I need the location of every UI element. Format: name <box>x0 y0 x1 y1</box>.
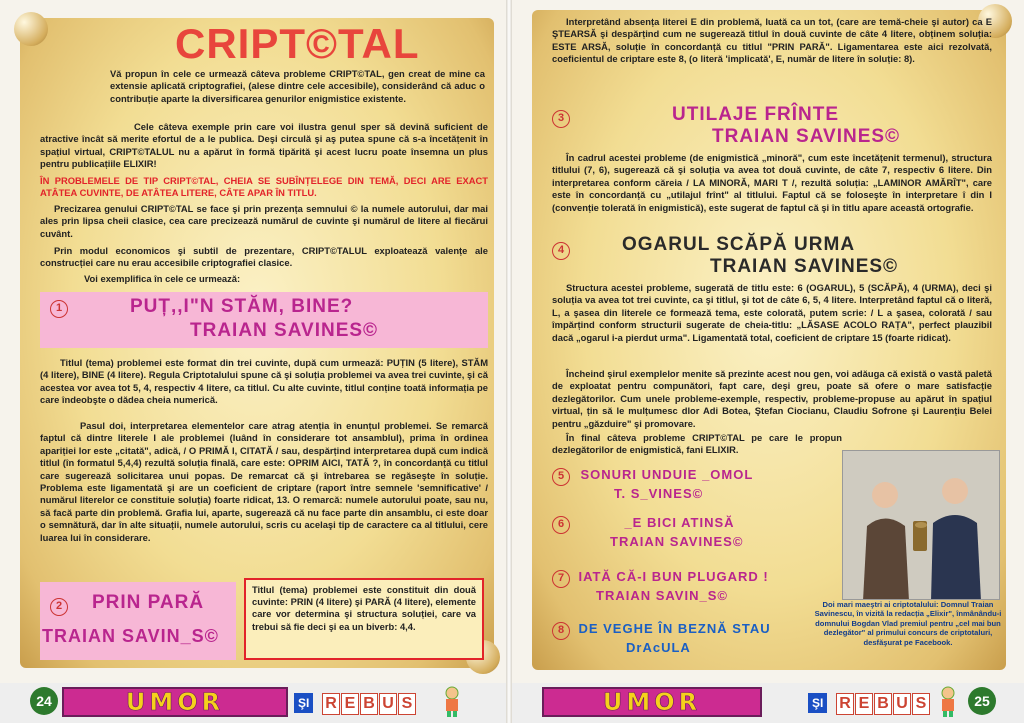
left-page <box>0 0 506 723</box>
intro-paragraph-1: Vă propun în cele ce urmează câteva probleme CRIPT©TAL, gen creat de mine ca extensie aplicată criptografiei, (alese dintre cele accesibile), considerând că aduc o contribuție aparte la diversificarea genurilor enigmistice existente. <box>110 68 485 104</box>
proposal-6-title: _E BICI ATINSĂ <box>624 515 735 530</box>
mascot-icon <box>936 685 960 717</box>
mascot-icon <box>440 685 464 717</box>
page-number: 24 <box>30 687 58 715</box>
problem-4-author: TRAIAN SAVINES© <box>710 256 899 277</box>
problem-4-explanation: Structura acestei probleme, sugerată de titlu este: 6 (OGARUL), 5 (SCĂPĂ), 4 (URMA), deci şi soluția va avea tot trei cuvinte, ca şi titlul, şi tot de câte 6, 5, 4 litere. Interpretând faptul că o literă, L, a şasea din literele ce formează tema, este colorată, putem scrie: / L a şasea, colorată / sau împărțind conform structurii sugerate de cheia-titlu: „LĂSASE ACOLO RAȚA", perfect plauzibil dacă „ogarul i-a pierdut urma". Ligamentată total, coeficient de criptare 15 (foarte ridicat). <box>552 282 992 343</box>
problem-2-title: PRIN PARĂ <box>92 592 205 613</box>
intro-paragraph-3: Precizarea genului CRIPT©TAL se face şi prin prezența semnului © la numele autorului, dar mai ales prin lipsa cheii clasice, cea care precizează numărul de cuvinte şi numărul de litere al fiecărui cuvânt. <box>40 203 488 239</box>
umor-logo: UMOR <box>542 687 762 717</box>
intro-caps-rule: ÎN PROBLEMELE DE TIP CRIPT©TAL, CHEIA SE SUBÎNȚELEGE DIN TEMĂ, DECI ARE EXACT ATÂTEA CUVINTE, DE ATÂTEA LITERE, CÂTE APAR ÎN TITLU. <box>40 175 488 199</box>
proposal-5: 5 SONURI UNDUIE _OMOL T. S_VINES© <box>552 466 812 501</box>
problem-1-explanation: Titlul (tema) problemei este format din trei cuvinte, după cum urmează: PUȚIN (5 litere), STĂM (4 litere), BINE (4 litere). Regula Criptotalului spune că şi soluția problemei va avea trei cuvinte, şi că acestea vor avea tot 5, 4, respectiv 4 litere, ca titlul. Cu alte cuvinte, titlul conține toată informația pe care îndeobşte o dădea cheia numerică. <box>40 357 488 406</box>
problem-2-number: 2 <box>50 596 68 616</box>
problem-1-analysis: Pasul doi, interpretarea elementelor care atrag atenția în enunțul problemei. Se remarcă faptul că dintre literele I ale problemei (luând în considerare tot ansamblul), prima în ordinea apariției lor este „citată", adică, / O PRIMĂ I, CITATĂ / sau, despărțind interpretarea după cum indică titlul (în formatul 5,4,4) rezultă soluția finală, care este: OPRIM AICI, TATĂ ?, în concordanță cu titlul care sugerează solicitarea unui popas. De remarcat că şi întrebarea se regăseşte în soluție. Problema este ligamentată şi are un coeficient de criptare (raport între semnele 'semnificative' / numărul literelor ce constituie soluția) foarte ridicat, 13. O remarcă: numele autorului poate, sau nu, să facă parte din problemă. Grafia lui, aparte, sugerează că nu face parte din ansamblu, ci este doar o semnătură, dar în alte situații, numele autorului, scris cu acelaşi tip de caractere ca al titlului, cere luarea lui în considerare. <box>40 420 488 543</box>
problem-3-explanation: În cadrul acestei probleme (de enigmistică „minoră", cum este încetățenit termenul), structura titlului (7, 6), sugerează că şi soluția va avea tot două cuvinte, de câte 7, respectiv 6 litere. Din interpretarea conform căreia / LA MINORĂ, MARI T /, rezultă soluția: „LAMINOR AMĂRÎT", care este în concordanță cu „utilajul frînt" al titlului. Faptul că se foloseşte în interpretare î din I (convenție tolerată în enigmistică), este sugerat de faptul că şi în titlu apare această ortografie. <box>552 152 992 213</box>
photo-illustration <box>843 451 1000 600</box>
intro-paragraph-4: Prin modul economicos şi subtil de prezentare, CRIPT©TALUL exploatează valențe ale construcției care nu erau accesibile criptografiei clasice. <box>40 245 488 269</box>
proposal-6: 6 _E BICI ATINSĂ TRAIAN SAVINES© <box>552 514 812 549</box>
scroll-curl <box>14 12 48 46</box>
proposal-5-author: T. S_VINES© <box>614 486 704 501</box>
problem-4-number: 4 <box>552 240 570 260</box>
problem-1-author: TRAIAN SAVINES© <box>190 320 379 341</box>
problem-1-number: 1 <box>50 298 68 318</box>
umor-logo: UMOR <box>62 687 288 717</box>
si-label: ŞI <box>808 693 827 713</box>
problem-2-highlight-box: Titlul (tema) problemei este constituit din două cuvinte: PRIN (4 litere) şi PARĂ (4 litere), elemente care vor determina şi structura soluției, care va trebui să fie deci şi ea un biverb: 4,4. <box>244 578 484 660</box>
proposal-7-author: TRAIAN SAVIN_S© <box>596 588 728 603</box>
photo-two-men <box>842 450 1000 600</box>
problem-4-title: OGARUL SCĂPĂ URMA <box>622 234 856 255</box>
problem-3-title: UTILAJE FRÎNTE <box>672 104 840 125</box>
page-title: CRIPT©TAL <box>175 20 420 67</box>
proposal-7: 7 IATĂ CĂ-I BUN PLUGARD ! TRAIAN SAVIN_S© <box>552 568 832 603</box>
photo-caption: Doi mari maeştri ai criptotalului: Domnul Traian Savinescu, în vizită la redacția „Elixir", înmânându-i domnului Bogdan Vlad premiul pentru „cel mai bun dezlegător" al primului concurs de criptotaluri, desfăşurat pe Facebook. <box>814 600 1002 647</box>
intro-paragraph-2: Cele câteva exemple prin care voi ilustra genul sper să devină suficient de atractive încât să merite efortul de a le publica. Deşi circulă şi aş putea spune că s-a încetățenit în spațiul virtual, CRIPT©TALUL nu a apărut în formă tipărită şi acest lucru poate însemna un plus pentru publicațiile ELIXIR! <box>40 121 488 170</box>
proposal-8-author: DrAcULA <box>626 640 691 655</box>
proposal-7-title: IATĂ CĂ-I BUN PLUGARD ! <box>578 569 769 584</box>
closing-paragraph-1: Încheind şirul exemplelor menite să prezinte acest nou gen, voi adăuga că există o vastă paletă de exploatat pentru compunători, fapt care, deşi greu, poate să ofere o mare satisfacție dezlegătorilor. Cum unele probleme-exemple, respectiv, probleme-propuse au apărut în spațiul virtual, țin să le mulțumesc dlor Adi Botea, Ştefan Ciocianu, Claudiu Sofrone şi Laurențiu Belei pentru „găzduire" şi promovare. <box>552 368 992 429</box>
problem-3-author: TRAIAN SAVINES© <box>712 126 901 147</box>
si-label: ŞI <box>294 693 313 713</box>
intro-paragraph-5: Voi exemplifica în cele ce urmează: <box>84 273 241 284</box>
right-page <box>512 0 1024 723</box>
page-number: 25 <box>968 687 996 715</box>
problem-3-number: 3 <box>552 108 570 128</box>
problem-2-solution: Interpretând absența literei E din problemă, luată ca un tot, (care are temă-cheie şi autor) ca E ŞTEARSĂ şi despărțind cum ne sugerează titlul în două cuvinte de câte 4 litere, obținem soluția: ESTE ARSĂ, soluție în concordanță cu titlul "PRIN PARĂ". Ligamentarea este aici rezolvată, coeficientul de criptare este 8, (o literă 'implicată', E, număr de litere în soluție: 8). <box>552 16 992 65</box>
closing-paragraph-2: În final câteva probleme CRIPT©TAL pe care le propun dezlegătorilor de enigmistică, fani ELIXIR. <box>552 432 842 456</box>
problem-2-author: TRAIAN SAVIN_S© <box>42 626 219 646</box>
problem-1-title: PUȚ,,I"N STĂM, BINE? <box>130 296 354 317</box>
proposal-6-author: TRAIAN SAVINES© <box>610 534 744 549</box>
rebus-logo: R E B U S <box>836 693 931 715</box>
proposal-8-title: DE VEGHE ÎN BEZNĂ STAU <box>578 621 771 636</box>
proposal-8: 8 DE VEGHE ÎN BEZNĂ STAU DrAcULA <box>552 620 842 655</box>
proposal-5-title: SONURI UNDUIE _OMOL <box>580 467 754 482</box>
rebus-logo: R E B U S <box>322 693 417 715</box>
